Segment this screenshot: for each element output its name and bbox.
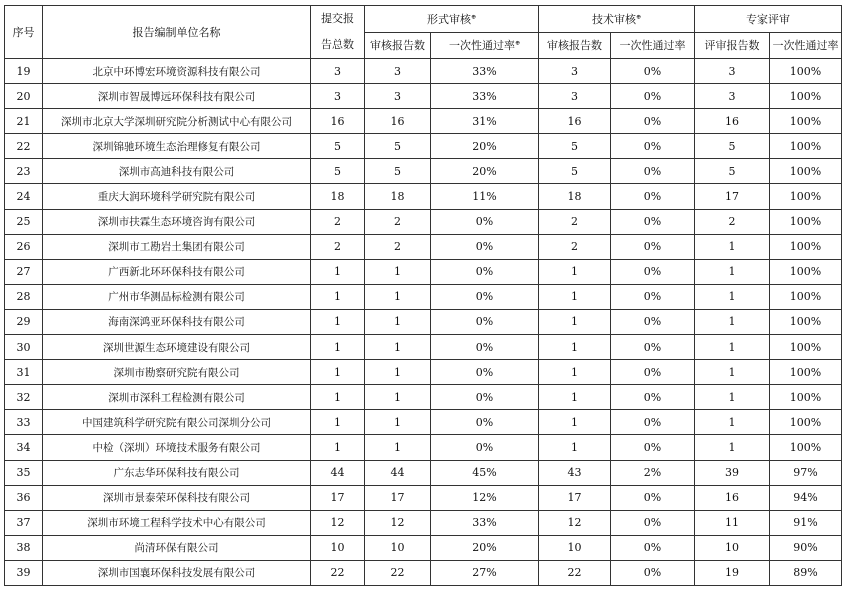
header-form-rate-mark: ⊕	[514, 39, 521, 47]
cell-expert-rate: 94%	[770, 485, 842, 510]
header-form-count: 审核报告数	[365, 32, 431, 59]
cell-expert-count: 1	[695, 410, 770, 435]
table-row	[5, 209, 842, 234]
cell-form-count: 17	[365, 485, 431, 510]
cell-tech-rate: 0%	[611, 84, 695, 109]
cell-expert-rate: 100%	[770, 234, 842, 259]
cell-form-count: 18	[365, 184, 431, 209]
cell-seq: 27	[5, 259, 43, 284]
cell-seq: 28	[5, 284, 43, 309]
cell-seq: 33	[5, 410, 43, 435]
cell-tech-rate: 0%	[611, 309, 695, 334]
cell-form-rate: 0%	[431, 410, 539, 435]
cell-tech-rate: 0%	[611, 485, 695, 510]
cell-tech-count: 1	[539, 284, 611, 309]
header-submitted-line1: 提交报	[321, 12, 354, 25]
cell-expert-count: 16	[695, 109, 770, 134]
header-form-rate	[431, 32, 539, 59]
table-row	[5, 560, 842, 585]
cell-seq: 19	[5, 59, 43, 84]
cell-expert-rate: 100%	[770, 309, 842, 334]
cell-form-count: 44	[365, 460, 431, 485]
cell-expert-count: 1	[695, 435, 770, 460]
cell-tech-count: 2	[539, 234, 611, 259]
cell-tech-rate: 0%	[611, 259, 695, 284]
cell-submitted-total: 1	[311, 360, 365, 385]
cell-unit-name: 深圳市智晟博远环保科技有限公司	[43, 84, 311, 109]
header-submitted-total	[311, 6, 365, 59]
cell-form-rate: 33%	[431, 510, 539, 535]
cell-form-count: 5	[365, 134, 431, 159]
cell-tech-count: 16	[539, 109, 611, 134]
cell-submitted-total: 22	[311, 560, 365, 585]
cell-seq: 38	[5, 535, 43, 560]
cell-submitted-total: 44	[311, 460, 365, 485]
cell-form-rate: 20%	[431, 134, 539, 159]
cell-submitted-total: 1	[311, 435, 365, 460]
cell-form-count: 12	[365, 510, 431, 535]
cell-seq: 36	[5, 485, 43, 510]
cell-expert-count: 1	[695, 360, 770, 385]
cell-tech-count: 1	[539, 385, 611, 410]
cell-form-count: 3	[365, 84, 431, 109]
cell-expert-count: 1	[695, 234, 770, 259]
cell-expert-rate: 100%	[770, 134, 842, 159]
cell-tech-count: 1	[539, 309, 611, 334]
cell-tech-count: 17	[539, 485, 611, 510]
cell-expert-rate: 100%	[770, 385, 842, 410]
table-row	[5, 259, 842, 284]
header-expert-count: 评审报告数	[695, 32, 770, 59]
header-form-rate-label: 一次性通过率	[448, 39, 515, 53]
cell-expert-rate: 100%	[770, 184, 842, 209]
cell-form-rate: 20%	[431, 535, 539, 560]
cell-form-rate: 12%	[431, 485, 539, 510]
cell-expert-rate: 100%	[770, 209, 842, 234]
cell-tech-rate: 0%	[611, 109, 695, 134]
cell-expert-count: 19	[695, 560, 770, 585]
cell-form-rate: 0%	[431, 360, 539, 385]
table-row	[5, 184, 842, 209]
cell-tech-count: 18	[539, 184, 611, 209]
cell-tech-count: 3	[539, 59, 611, 84]
cell-form-rate: 0%	[431, 435, 539, 460]
cell-submitted-total: 1	[311, 259, 365, 284]
cell-form-count: 16	[365, 109, 431, 134]
cell-form-count: 1	[365, 410, 431, 435]
cell-tech-count: 1	[539, 259, 611, 284]
table-row	[5, 435, 842, 460]
cell-tech-count: 1	[539, 360, 611, 385]
cell-submitted-total: 10	[311, 535, 365, 560]
cell-form-count: 1	[365, 435, 431, 460]
cell-tech-rate: 0%	[611, 159, 695, 184]
cell-tech-rate: 0%	[611, 184, 695, 209]
cell-seq: 23	[5, 159, 43, 184]
table-row	[5, 410, 842, 435]
cell-seq: 35	[5, 460, 43, 485]
cell-expert-rate: 100%	[770, 360, 842, 385]
header-tech-rate: 一次性通过率	[611, 32, 695, 59]
header-tech-review	[539, 6, 695, 33]
cell-submitted-total: 12	[311, 510, 365, 535]
cell-expert-rate: 100%	[770, 335, 842, 360]
cell-tech-rate: 0%	[611, 435, 695, 460]
cell-form-count: 1	[365, 335, 431, 360]
cell-submitted-total: 17	[311, 485, 365, 510]
cell-expert-rate: 100%	[770, 259, 842, 284]
cell-expert-count: 2	[695, 209, 770, 234]
cell-expert-rate: 100%	[770, 410, 842, 435]
cell-expert-count: 1	[695, 259, 770, 284]
cell-tech-rate: 0%	[611, 560, 695, 585]
cell-tech-rate: 2%	[611, 460, 695, 485]
cell-unit-name: 深圳市北京大学深圳研究院分析测试中心有限公司	[43, 109, 311, 134]
cell-unit-name: 深圳市景泰荣环保科技有限公司	[43, 485, 311, 510]
cell-unit-name: 深圳市国襄环保科技发展有限公司	[43, 560, 311, 585]
cell-tech-rate: 0%	[611, 410, 695, 435]
cell-form-rate: 33%	[431, 59, 539, 84]
cell-seq: 31	[5, 360, 43, 385]
cell-expert-rate: 100%	[770, 84, 842, 109]
cell-submitted-total: 3	[311, 59, 365, 84]
cell-form-rate: 0%	[431, 234, 539, 259]
cell-expert-rate: 91%	[770, 510, 842, 535]
header-expert-rate: 一次性通过率	[770, 32, 842, 59]
cell-seq: 26	[5, 234, 43, 259]
table-row	[5, 59, 842, 84]
cell-tech-count: 2	[539, 209, 611, 234]
cell-form-rate: 0%	[431, 309, 539, 334]
cell-seq: 39	[5, 560, 43, 585]
table-row	[5, 510, 842, 535]
cell-expert-rate: 100%	[770, 59, 842, 84]
cell-unit-name: 深圳市勘察研究院有限公司	[43, 360, 311, 385]
cell-form-count: 1	[365, 360, 431, 385]
cell-seq: 32	[5, 385, 43, 410]
cell-expert-count: 3	[695, 59, 770, 84]
cell-tech-count: 3	[539, 84, 611, 109]
cell-form-rate: 33%	[431, 84, 539, 109]
table-header	[5, 6, 842, 59]
table-row	[5, 284, 842, 309]
cell-expert-rate: 100%	[770, 284, 842, 309]
cell-submitted-total: 1	[311, 284, 365, 309]
table-row	[5, 335, 842, 360]
cell-unit-name: 深圳市扶霖生态环境咨询有限公司	[43, 209, 311, 234]
table-row	[5, 84, 842, 109]
cell-tech-count: 5	[539, 134, 611, 159]
cell-expert-count: 39	[695, 460, 770, 485]
header-seq: 序号	[5, 6, 43, 59]
cell-unit-name: 广西新北环环保科技有限公司	[43, 259, 311, 284]
cell-tech-count: 12	[539, 510, 611, 535]
cell-tech-rate: 0%	[611, 234, 695, 259]
cell-form-count: 1	[365, 284, 431, 309]
cell-expert-count: 17	[695, 184, 770, 209]
cell-unit-name: 尚清环保有限公司	[43, 535, 311, 560]
cell-submitted-total: 18	[311, 184, 365, 209]
table-row	[5, 134, 842, 159]
cell-tech-rate: 0%	[611, 535, 695, 560]
cell-tech-rate: 0%	[611, 134, 695, 159]
cell-seq: 30	[5, 335, 43, 360]
cell-form-rate: 31%	[431, 109, 539, 134]
cell-expert-count: 1	[695, 284, 770, 309]
cell-form-count: 1	[365, 259, 431, 284]
table-body	[5, 59, 842, 586]
cell-form-count: 10	[365, 535, 431, 560]
table-row	[5, 234, 842, 259]
cell-expert-rate: 100%	[770, 435, 842, 460]
header-tech-review-mark: ⊕	[635, 13, 642, 21]
cell-form-count: 1	[365, 309, 431, 334]
header-form-review-mark: ⊕	[470, 13, 477, 21]
cell-form-rate: 0%	[431, 385, 539, 410]
cell-seq: 25	[5, 209, 43, 234]
cell-submitted-total: 2	[311, 209, 365, 234]
header-form-review	[365, 6, 539, 33]
cell-form-count: 2	[365, 209, 431, 234]
cell-unit-name: 广州市华测品标检测有限公司	[43, 284, 311, 309]
cell-expert-count: 5	[695, 134, 770, 159]
header-submitted-line2: 告总数	[321, 38, 354, 51]
table-row	[5, 109, 842, 134]
cell-unit-name: 中国建筑科学研究院有限公司深圳分公司	[43, 410, 311, 435]
cell-expert-count: 3	[695, 84, 770, 109]
cell-submitted-total: 16	[311, 109, 365, 134]
cell-expert-rate: 97%	[770, 460, 842, 485]
cell-expert-count: 16	[695, 485, 770, 510]
cell-expert-rate: 90%	[770, 535, 842, 560]
cell-form-rate: 20%	[431, 159, 539, 184]
cell-seq: 29	[5, 309, 43, 334]
cell-form-count: 1	[365, 385, 431, 410]
cell-expert-count: 1	[695, 385, 770, 410]
cell-tech-rate: 0%	[611, 59, 695, 84]
cell-unit-name: 海南深鸿亚环保科技有限公司	[43, 309, 311, 334]
table-row	[5, 485, 842, 510]
cell-tech-rate: 0%	[611, 360, 695, 385]
cell-tech-rate: 0%	[611, 335, 695, 360]
cell-form-rate: 0%	[431, 335, 539, 360]
cell-expert-count: 11	[695, 510, 770, 535]
cell-tech-count: 1	[539, 410, 611, 435]
cell-tech-count: 10	[539, 535, 611, 560]
cell-submitted-total: 1	[311, 335, 365, 360]
table-row	[5, 385, 842, 410]
cell-unit-name: 深圳世源生态环境建设有限公司	[43, 335, 311, 360]
header-tech-count: 审核报告数	[539, 32, 611, 59]
cell-form-rate: 27%	[431, 560, 539, 585]
table-row	[5, 535, 842, 560]
cell-seq: 22	[5, 134, 43, 159]
cell-tech-count: 22	[539, 560, 611, 585]
header-expert-review: 专家评审	[695, 6, 842, 33]
cell-seq: 37	[5, 510, 43, 535]
cell-expert-rate: 89%	[770, 560, 842, 585]
cell-submitted-total: 3	[311, 84, 365, 109]
header-tech-review-label: 技术审核	[591, 12, 636, 26]
cell-expert-count: 1	[695, 335, 770, 360]
cell-seq: 21	[5, 109, 43, 134]
cell-seq: 24	[5, 184, 43, 209]
cell-form-rate: 0%	[431, 284, 539, 309]
cell-tech-rate: 0%	[611, 385, 695, 410]
cell-unit-name: 北京中环博宏环境资源科技有限公司	[43, 59, 311, 84]
cell-tech-count: 5	[539, 159, 611, 184]
cell-form-rate: 0%	[431, 209, 539, 234]
cell-form-count: 3	[365, 59, 431, 84]
header-form-review-label: 形式审核	[426, 12, 471, 26]
cell-submitted-total: 1	[311, 410, 365, 435]
report-table-container	[4, 5, 842, 586]
cell-form-count: 2	[365, 234, 431, 259]
cell-seq: 20	[5, 84, 43, 109]
cell-form-rate: 0%	[431, 259, 539, 284]
cell-tech-count: 1	[539, 335, 611, 360]
header-unit-name: 报告编制单位名称	[43, 6, 311, 59]
cell-expert-rate: 100%	[770, 159, 842, 184]
cell-submitted-total: 5	[311, 134, 365, 159]
cell-expert-count: 5	[695, 159, 770, 184]
cell-unit-name: 深圳锦驰环境生态治理修复有限公司	[43, 134, 311, 159]
table-row	[5, 159, 842, 184]
cell-expert-count: 10	[695, 535, 770, 560]
cell-tech-rate: 0%	[611, 284, 695, 309]
cell-form-count: 22	[365, 560, 431, 585]
cell-unit-name: 重庆大润环境科学研究院有限公司	[43, 184, 311, 209]
table-row	[5, 360, 842, 385]
cell-expert-rate: 100%	[770, 109, 842, 134]
cell-submitted-total: 1	[311, 385, 365, 410]
cell-tech-count: 1	[539, 435, 611, 460]
cell-form-count: 5	[365, 159, 431, 184]
report-statistics-table	[4, 5, 842, 586]
cell-submitted-total: 2	[311, 234, 365, 259]
cell-submitted-total: 1	[311, 309, 365, 334]
cell-tech-rate: 0%	[611, 510, 695, 535]
cell-form-rate: 45%	[431, 460, 539, 485]
cell-unit-name: 深圳市环境工程科学技术中心有限公司	[43, 510, 311, 535]
cell-unit-name: 深圳市工勘岩土集团有限公司	[43, 234, 311, 259]
cell-submitted-total: 5	[311, 159, 365, 184]
table-row	[5, 309, 842, 334]
cell-unit-name: 中检（深圳）环境技术服务有限公司	[43, 435, 311, 460]
cell-tech-rate: 0%	[611, 209, 695, 234]
cell-unit-name: 广东志华环保科技有限公司	[43, 460, 311, 485]
cell-seq: 34	[5, 435, 43, 460]
cell-expert-count: 1	[695, 309, 770, 334]
cell-form-rate: 11%	[431, 184, 539, 209]
cell-unit-name: 深圳市高迪科技有限公司	[43, 159, 311, 184]
cell-unit-name: 深圳市深科工程检测有限公司	[43, 385, 311, 410]
cell-tech-count: 43	[539, 460, 611, 485]
table-row	[5, 460, 842, 485]
